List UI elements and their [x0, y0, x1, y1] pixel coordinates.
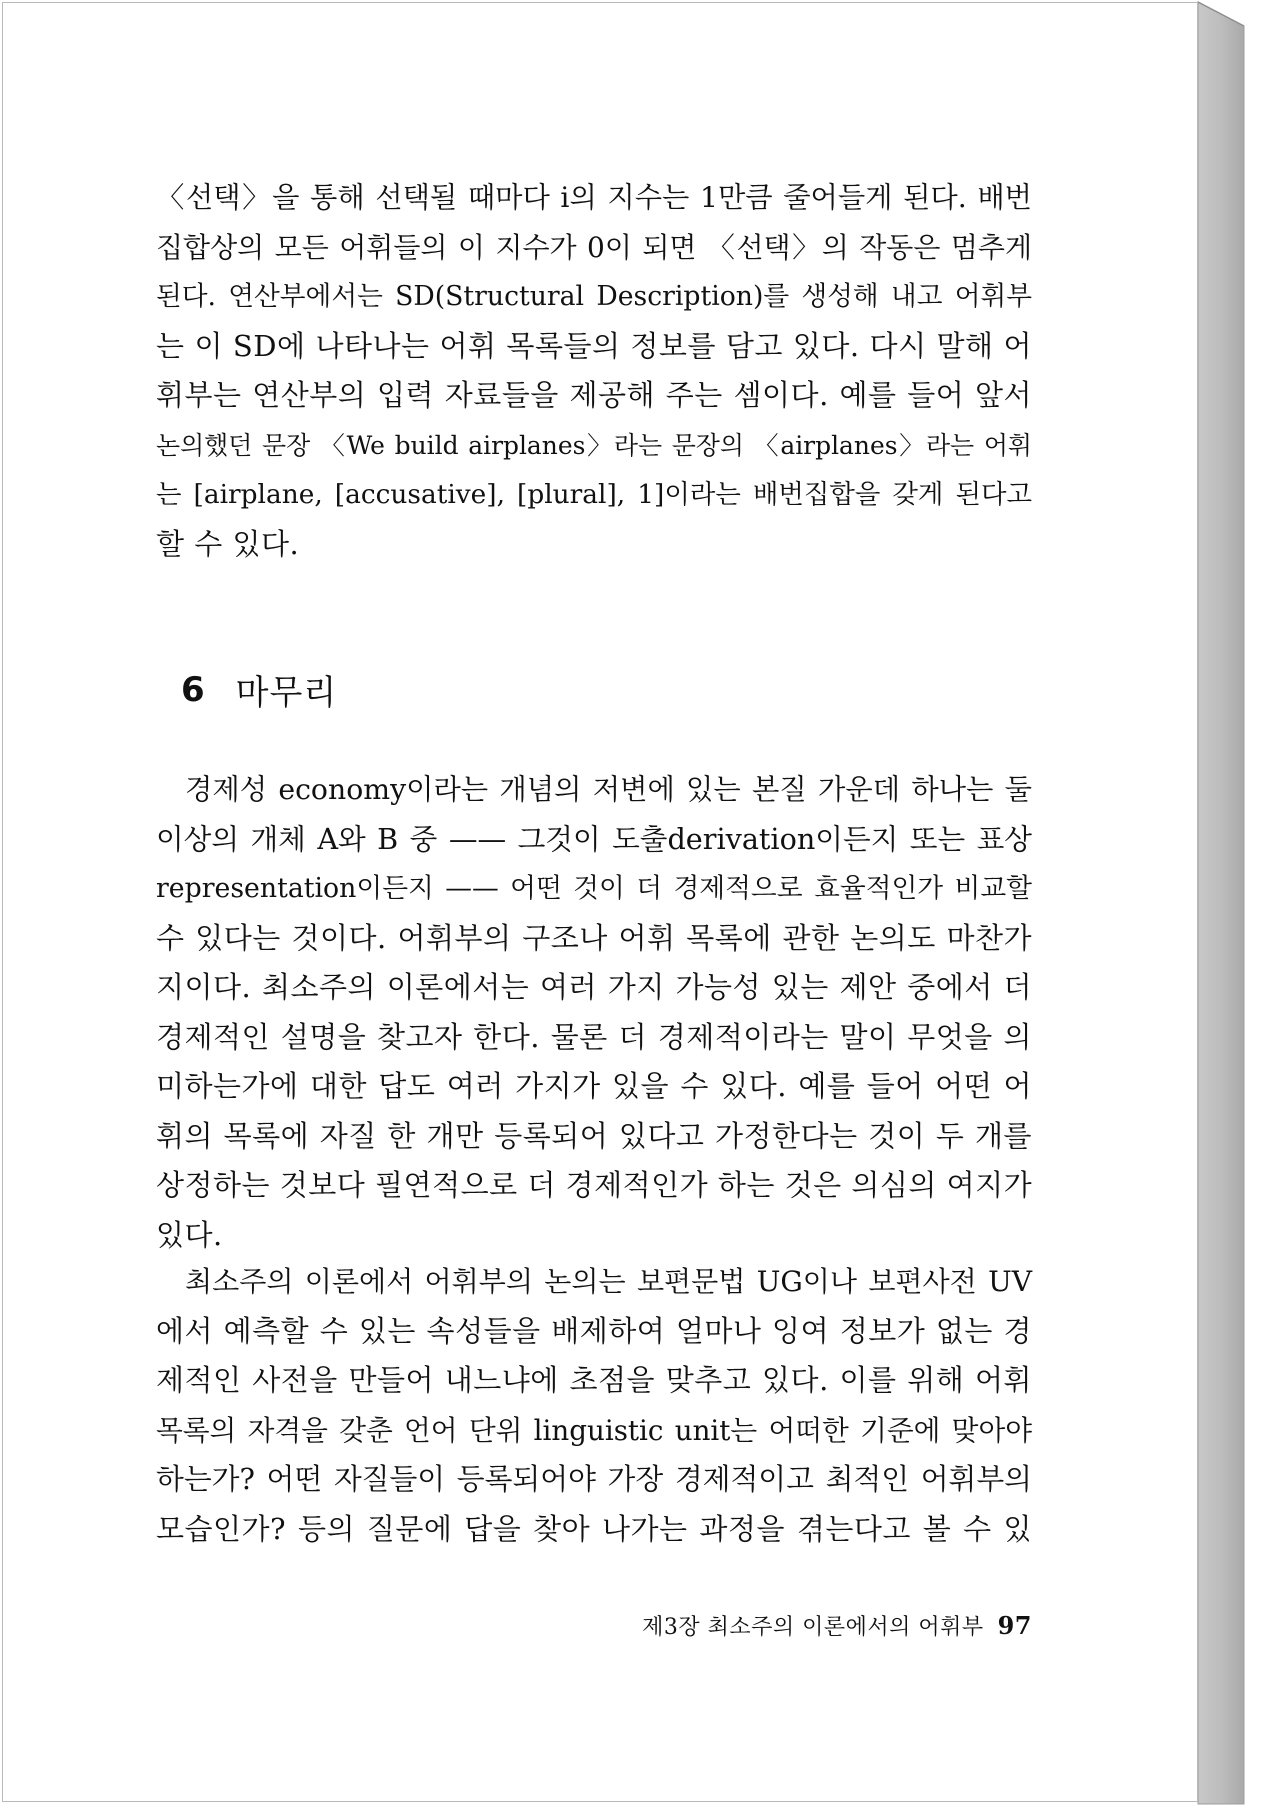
section-number: 6 — [181, 669, 206, 710]
text-line: 경제적인 설명을 찾고자 한다. 물론 더 경제적이라는 말이 무엇을 의 — [156, 1019, 1032, 1054]
text-line: 최소주의 이론에서 어휘부의 논의는 보편문법 UG이나 보편사전 UV — [185, 1265, 1032, 1298]
paragraph-2 — [156, 765, 1032, 1260]
section-title: 마무리 — [235, 673, 338, 713]
running-title: 제3장 최소주의 이론에서의 어휘부 — [642, 1615, 984, 1640]
text-line: representation이든지 —— 어떤 것이 더 경제적으로 효율적인가 비교할 — [156, 873, 1032, 904]
text-line: 지이다. 최소주의 이론에서는 여러 가지 가능성 있는 제안 중에서 더 — [156, 970, 1032, 1004]
page-footer — [616, 1610, 1032, 1641]
text-line: 목록의 자격을 갖춘 언어 단위 linguistic unit는 어떠한 기준에 맞아야 — [156, 1413, 1032, 1447]
text-line: 모습인가? 등의 질문에 답을 찾아 나가는 과정을 겪는다고 볼 수 있 — [156, 1511, 1032, 1546]
text-line: 있다. — [156, 1217, 223, 1252]
text-line: 경제성 economy이라는 개념의 저변에 있는 본질 가운데 하나는 둘 — [185, 773, 1032, 806]
text-line: 휘부는 연산부의 입력 자료들을 제공해 주는 셈이다. 예를 들어 앞서 — [156, 378, 1032, 412]
text-line: 〈선택〉을 통해 선택될 때마다 i의 지수는 1만큼 줄어들게 된다. 배번 — [156, 181, 1032, 214]
text-line: 에서 예측할 수 있는 속성들을 배제하여 얼마나 잉여 정보가 없는 경 — [156, 1313, 1032, 1348]
section-heading — [181, 665, 337, 714]
text-line: 휘의 목록에 자질 한 개만 등록되어 있다고 가정한다는 것이 두 개를 — [156, 1118, 1032, 1153]
text-line: 할 수 있다. — [156, 526, 300, 561]
paragraph-1 — [156, 173, 1032, 569]
page-number: 97 — [997, 1611, 1032, 1640]
text-line: 집합상의 모든 어휘들의 이 지수가 0이 되면 〈선택〉의 작동은 멈추게 — [156, 230, 1032, 264]
text-line: 는 [airplane, [accusative], [plural], 1]이라는 배번집합을 갖게 된다고 — [156, 479, 1032, 510]
text-line: 논의했던 문장 〈We build airplanes〉라는 문장의 〈airplanes〉라는 어휘 — [156, 430, 1032, 460]
text-line: 하는가? 어떤 자질들이 등록되어야 가장 경제적이고 최적인 어휘부의 — [156, 1462, 1032, 1496]
text-line: 수 있다는 것이다. 어휘부의 구조나 어휘 목록에 관한 논의도 마찬가 — [156, 920, 1032, 955]
text-line: 상정하는 것보다 필연적으로 더 경제적인가 하는 것은 의심의 여지가 — [156, 1168, 1033, 1202]
text-line: 미하는가에 대한 답도 여러 가지가 있을 수 있다. 예를 들어 어떤 어 — [156, 1069, 1032, 1103]
text-line: 는 이 SD에 나타나는 어휘 목록들의 정보를 담고 있다. 다시 말해 어 — [156, 328, 1032, 363]
text-line: 이상의 개체 A와 B 중 —— 그것이 도출derivation이든지 또는 표상 — [156, 821, 1032, 856]
text-line: 된다. 연산부에서는 SD(Structural Description)를 생성해 내고 어휘부 — [156, 281, 1032, 312]
paragraph-3 — [156, 1257, 1032, 1554]
text-line: 제적인 사전을 만들어 내느냐에 초점을 맞추고 있다. 이를 위해 어휘 — [156, 1363, 1032, 1397]
